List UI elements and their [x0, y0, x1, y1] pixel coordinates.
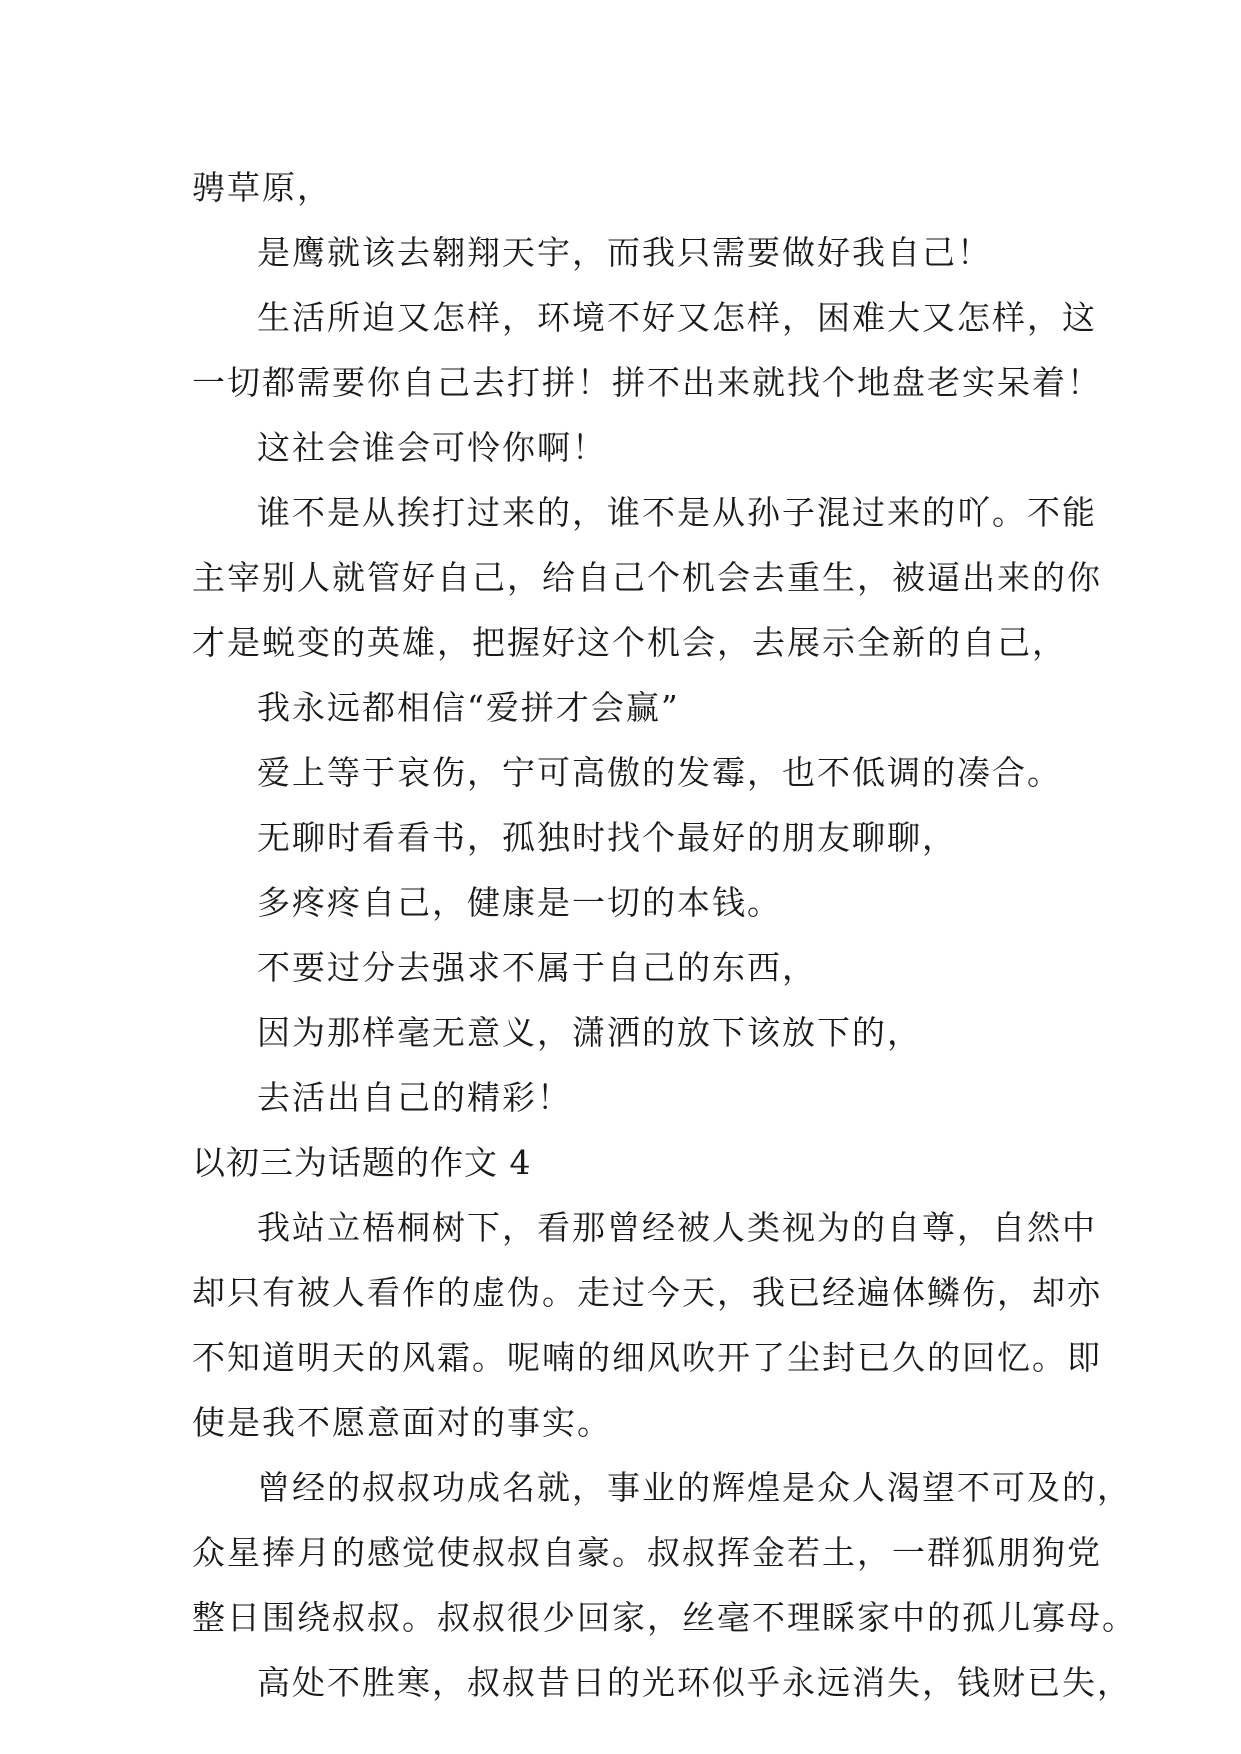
text-line: 不知道明天的风霜。呢喃的细风吹开了尘封已久的回忆。即	[192, 1338, 1102, 1377]
text-line: 才是蜕变的英雄，把握好这个机会，去展示全新的自己，	[192, 623, 1067, 662]
text-line: 生活所迫又怎样，环境不好又怎样，困难大又怎样，这	[257, 298, 1097, 337]
text-line: 我站立梧桐树下，看那曾经被人类视为的自尊，自然中	[257, 1208, 1097, 1247]
text-line: 整日围绕叔叔。叔叔很少回家，丝毫不理睬家中的孤儿寡母。	[192, 1598, 1137, 1637]
text-line: 使是我不愿意面对的事实。	[192, 1403, 612, 1442]
text-line: 曾经的叔叔功成名就，事业的辉煌是众人渴望不可及的，	[257, 1468, 1132, 1507]
text-line: 却只有被人看作的虚伪。走过今天，我已经遍体鳞伤，却亦	[192, 1273, 1102, 1312]
text-line: 这社会谁会可怜你啊！	[257, 428, 607, 467]
text-line: 一切都需要你自己去打拼！拼不出来就找个地盘老实呆着！	[192, 363, 1102, 402]
text-line: 去活出自己的精彩！	[257, 1078, 572, 1117]
section-heading: 以初三为话题的作文 4	[192, 1143, 532, 1182]
text-line: 多疼疼自己，健康是一切的本钱。	[257, 883, 782, 922]
text-line: 爱上等于哀伤，宁可高傲的发霉，也不低调的凑合。	[257, 753, 1062, 792]
text-line: 因为那样毫无意义，潇洒的放下该放下的，	[257, 1013, 922, 1052]
text-line: 高处不胜寒，叔叔昔日的光环似乎永远消失，钱财已失，	[257, 1663, 1132, 1702]
text-line: 谁不是从挨打过来的，谁不是从孙子混过来的吖。不能	[257, 493, 1097, 532]
text-line: 骋草原，	[192, 168, 332, 207]
text-line: 主宰别人就管好自己，给自己个机会去重生，被逼出来的你	[192, 558, 1102, 597]
text-line: 众星捧月的感觉使叔叔自豪。叔叔挥金若土，一群狐朋狗党	[192, 1533, 1102, 1572]
text-line: 是鹰就该去翱翔天宇，而我只需要做好我自己！	[257, 233, 992, 272]
text-line: 不要过分去强求不属于自己的东西，	[257, 948, 817, 987]
text-line: 无聊时看看书，孤独时找个最好的朋友聊聊，	[257, 818, 957, 857]
text-line: 我永远都相信“爱拼才会赢”	[257, 688, 680, 727]
